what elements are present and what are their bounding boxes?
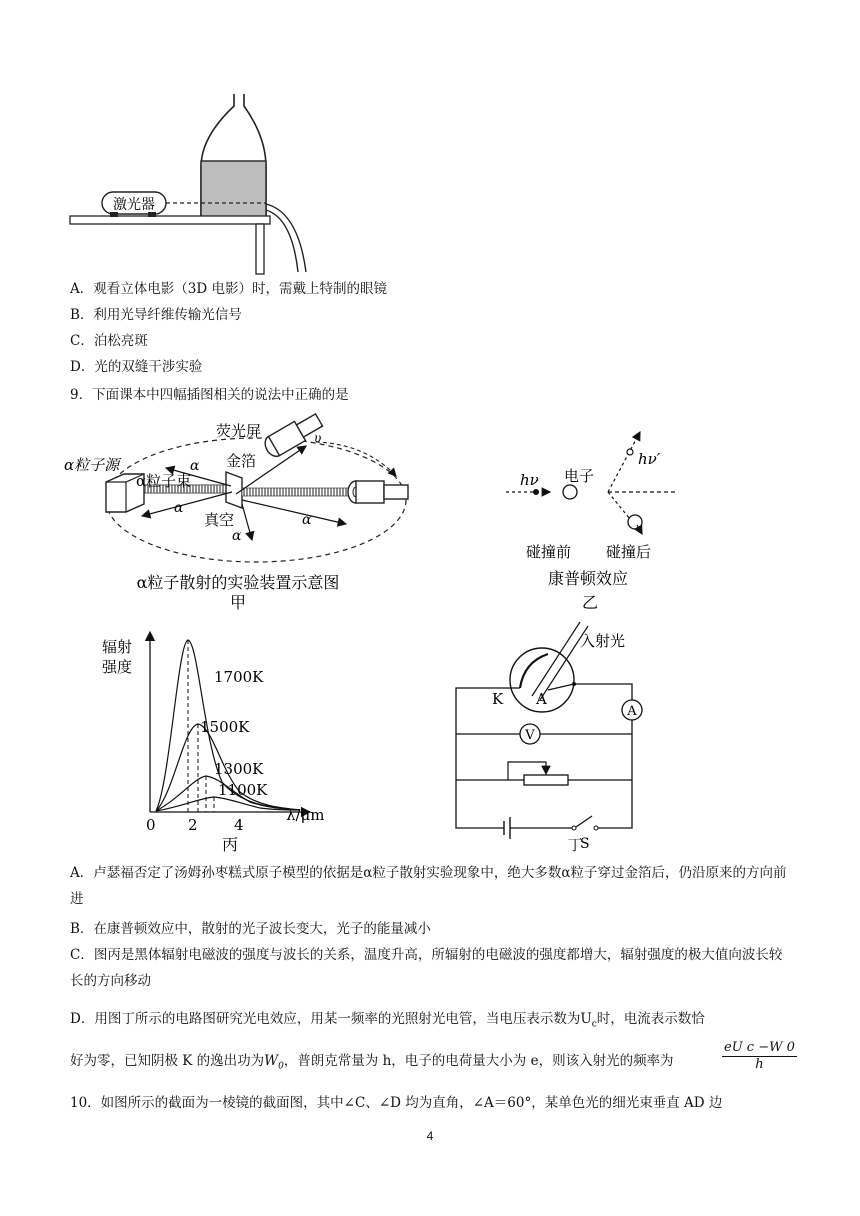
alpha-scattering-figure — [66, 412, 426, 612]
q9-option-d-line2 — [70, 1052, 674, 1076]
q9-option-a: A．卢瑟福否定了汤姆孙枣糕式原子模型的依据是α粒子散射实验现象中，绝大多数α粒子穿过金箔后，仍沿原来的方向前进 — [70, 865, 787, 907]
q9-stem: 9．下面课本中四幅插图相关的说法中正确的是 — [70, 387, 349, 403]
before-collision-label: 碰撞前 — [526, 543, 572, 561]
compton-caption: 康普顿效应 — [547, 569, 629, 588]
alpha-label-1: α — [190, 458, 200, 474]
uc-symbol: U — [580, 1011, 592, 1027]
electron-label: 电子 — [564, 467, 595, 485]
x-axis-label: λ/μm — [286, 806, 325, 824]
alpha-label-3: α — [302, 512, 312, 528]
x-tick-4: 4 — [234, 816, 244, 834]
ammeter-label: A — [627, 704, 637, 719]
after-collision-label: 碰撞后 — [606, 543, 652, 561]
compton-figure — [500, 412, 700, 612]
figure-jia-label: 甲 — [229, 593, 247, 612]
page-number: 4 — [426, 1129, 434, 1143]
q8-option-d: D．光的双缝干涉实验 — [70, 359, 203, 375]
switch-s-label: S — [580, 836, 590, 852]
x-tick-0: 0 — [146, 816, 156, 834]
figure-yi-label: 乙 — [581, 593, 599, 612]
q8-option-a: A．观看立体电影（3D 电影）时，需戴上特制的眼镜 — [70, 281, 387, 297]
blackbody-figure — [100, 622, 325, 854]
fraction-denominator: h — [755, 1057, 764, 1072]
frequency-fraction — [722, 1040, 797, 1073]
voltmeter-label: V — [525, 728, 535, 743]
cathode-k-label: K — [492, 690, 504, 708]
q8-option-b: B．利用光导纤维传输光信号 — [70, 307, 242, 323]
uc-subscript: c — [591, 1019, 597, 1030]
q9-option-d-text-4: ，普朗克常量为 h，电子的电荷量大小为 e，则该入射光的频率为 — [283, 1053, 674, 1069]
y-axis-label-1: 辐射 — [102, 638, 133, 656]
q9-option-c: C．图丙是黑体辐射电磁波的强度与波长的关系，温度升高，所辐射的电磁波的强度都增大，辐射强度的极大值向波长较长的方向移动 — [70, 947, 783, 989]
q9-option-d-line1 — [70, 1010, 705, 1034]
curve-label-1500k: 1500K — [200, 718, 250, 736]
velocity-label: υ — [314, 431, 322, 445]
incident-light-label: 入射光 — [580, 632, 626, 650]
alpha-beam-label: α粒子束 — [136, 472, 192, 490]
q9-option-b: B．在康普顿效应中，散射的光子波长变大，光子的能量减小 — [70, 921, 431, 937]
photon-out-label: hν′ — [638, 450, 661, 468]
w0-symbol: W — [264, 1053, 279, 1069]
alpha-label-4: α — [232, 528, 242, 544]
laser-label: 激光器 — [113, 197, 155, 213]
fluorescent-screen-label: 荧光屏 — [216, 422, 262, 440]
gold-foil-label: 金箔 — [226, 452, 257, 470]
curve-label-1700k: 1700K — [214, 668, 264, 686]
q9-option-d-text-1: D．用图丁所示的电路图研究光电效应，用某一频率的光照射光电管，当电压表示数为 — [70, 1011, 581, 1027]
x-tick-2: 2 — [188, 816, 198, 834]
y-axis-label-2: 强度 — [102, 658, 133, 676]
fraction-numerator: eU c −W 0 — [724, 1040, 795, 1055]
alpha-source-label: α粒子源 — [64, 456, 120, 474]
photoelectric-circuit-figure — [440, 618, 660, 854]
laser-bottle-figure — [66, 92, 336, 278]
vacuum-label: 真空 — [204, 511, 235, 529]
q9-option-d-uc — [580, 1011, 597, 1030]
alpha-label-2: α — [174, 500, 184, 516]
q10-stem: 10．如图所示的截面为一棱镜的截面图，其中∠C、∠D 均为直角，∠A＝60°，某单色光的细光束垂直 AD 边 — [70, 1095, 723, 1111]
anode-a-label: A — [536, 690, 547, 708]
q9-option-d-w0 — [264, 1053, 284, 1072]
curve-label-1100k: 1100K — [218, 781, 268, 799]
figure-ding-label: 丁 — [567, 836, 583, 854]
q8-option-c: C．泊松亮斑 — [70, 333, 148, 349]
photon-in-label: hν — [520, 471, 539, 489]
w0-subscript: 0 — [278, 1061, 284, 1072]
alpha-scattering-caption: α粒子散射的实验装置示意图 — [136, 573, 340, 592]
q9-option-d-text-2: 时，电流表示数恰 — [596, 1011, 705, 1027]
curve-label-1300k: 1300K — [214, 760, 264, 778]
q9-option-d-text-3: 好为零，已知阴极 K 的逸出功为 — [70, 1053, 265, 1069]
figure-bing-label: 丙 — [221, 835, 239, 854]
